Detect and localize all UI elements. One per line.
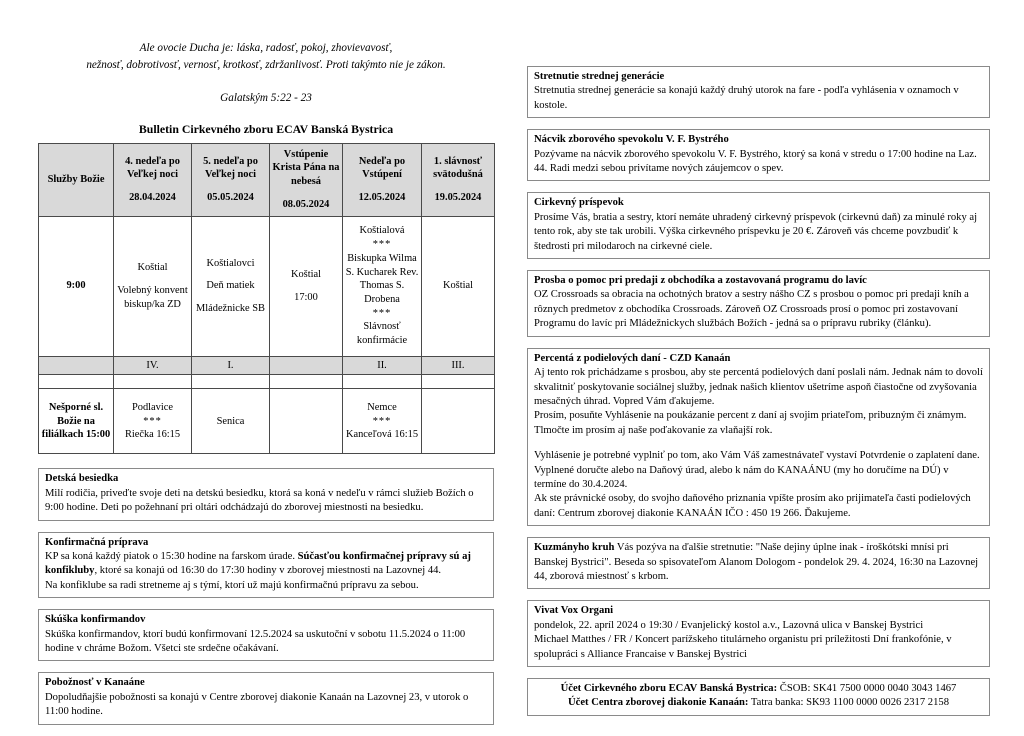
cell-blank-1 — [114, 375, 192, 389]
box-body: Stretnutia strednej generácie sa konajú každý druhý utorok na fare - podľa vyhlásenia v oznamoch v kostole. — [534, 85, 959, 111]
box-body: Prosíme Vás, bratia a sestry, ktorí nemáte uhradený cirkevný príspevok (cirkevnú daň) za minulé roky aj tento rok, aby ste tak urobili. Výška cirkevného príspevku je 20 €. Zároveň vás chceme povzbudiť k štedrosti pri milodaroch na cirkevné ciele. — [534, 211, 978, 252]
header-cell-week-2: 5. nedeľa po Veľkej noci 05.05.2024 — [192, 143, 270, 216]
box-body: Dopoludňajšie pobožnosti sa konajú v Centre zborovej diakonie Kanaán na Lazovnej 23, v utorok o 11:00 hodine. — [45, 691, 469, 718]
box-title: Detská besiedka — [45, 473, 119, 485]
box-title: Cirkevný príspevok — [534, 197, 624, 209]
cell-blank-0 — [39, 375, 114, 389]
cell-blank-3 — [270, 375, 343, 389]
bank-label-cz: Účet Cirkevného zboru ECAV Banská Bystrica: — [560, 683, 778, 694]
box-title: Pobožnosť v Kanaáne — [45, 677, 145, 689]
announcement-box-cirkevny-prispevok — [527, 192, 990, 259]
service-schedule-table — [38, 143, 495, 455]
box-title: Skúška konfirmandov — [45, 614, 146, 626]
box-title: Vivat Vox Organi — [534, 605, 614, 617]
cell-numeral-5: III. — [422, 356, 495, 375]
cell-morning-week-1: Koštial Volebný konvent biskup/ka ZD — [114, 216, 192, 356]
cell-morning-week-5: Koštial — [422, 216, 495, 356]
konfi-bold: Súčasťou konfirmačnej prípravy sú aj konfikluby — [45, 551, 471, 577]
cell-numeral-3 — [270, 356, 343, 375]
cell-evening-week-5 — [422, 389, 495, 454]
box-title: Percentá z podielových daní - CZD Kanaán — [534, 352, 731, 364]
bank-value-kanaan: Tatra banka: SK93 1100 0000 0026 2317 2158 — [748, 697, 949, 709]
konfi-pre: KP sa koná každý piatok o 15:30 hodine na farskom úrade. — [45, 551, 298, 563]
scripture-reference: Galatským 5:22 - 23 — [220, 91, 312, 104]
cell-blank-5 — [422, 375, 495, 389]
box-body — [534, 541, 983, 584]
box-body-paragraph-2: Prosím, posuňte Vyhlásenie na poukázanie percent z daní aj svojim priateľom, pribuzným či známym. Tlmočte im prosím aj naše poďakovanie za vlaňajší rok. — [534, 410, 967, 436]
cell-evening-week-4: Nemce *** Kanceľová 16:15 — [343, 389, 422, 454]
box-body-paragraph-1: Aj tento rok prichádzame s prosbou, aby ste percentá podielových daní poslali nám. Jednak nám to dovolí skvalitniť poskytovanie sociálnej služby, jednak našich klientov ušetríme aspoň čiastočne od zvyšovania mesačných úhrad. Vopred Vám ďakujeme. — [534, 367, 983, 407]
cell-blank-2 — [192, 375, 270, 389]
announcement-box-percenta-z-podielovych-dani — [527, 348, 990, 526]
cell-numeral-0 — [39, 356, 114, 375]
bank-value-cz: ČSOB: SK41 7500 0000 0040 3043 1467 — [777, 683, 957, 694]
box-title: Stretnutie strednej generácie — [534, 71, 665, 82]
table-row-evening-service — [39, 389, 495, 454]
cell-numeral-4: II. — [343, 356, 422, 375]
announcement-box-detska-besiedka — [38, 468, 494, 520]
box-body-line-1: pondelok, 22. apríl 2024 o 19:30 / Evanjelický kostol a.v., Lazovná ulica v Banskej Bystrici — [534, 619, 924, 631]
box-title: Konfirmačná príprava — [45, 536, 149, 548]
box-body-line-2: Michael Matthes / FR / Koncert parížskeho titulárneho organistu pri príležitosti Dní frankofónie, v spolupráci s Alliance Francaise v Banskej Bystrici — [534, 634, 952, 660]
header-cell-week-1: 4. nedeľa po Veľkej noci 28.04.2024 — [114, 143, 192, 216]
bank-account-line-1 — [534, 682, 983, 696]
box-body: Milí rodičia, priveďte svoje deti na detskú besiedku, ktorá sa koná v nedeľu v rámci služieb Božích o 9:00 hodine. Deti po požehnaní pri oltári odchádzajú do zborovej miestnosti na besiedku. — [45, 487, 474, 514]
announcement-box-konfirmacna-priprava — [38, 532, 494, 599]
scripture-line-2: nežnosť, dobrotivosť, vernosť, krotkosť, zdržanlivosť. Proti takýmto nie je zákon. — [86, 59, 446, 72]
cell-evening-week-1: Podlavice *** Riečka 16:15 — [114, 389, 192, 454]
cell-numeral-1: IV. — [114, 356, 192, 375]
cell-morning-time: 9:00 — [39, 216, 114, 356]
announcement-box-nacvik-spevokolu — [527, 129, 990, 181]
konfi-post: , ktoré sa konajú od 16:30 do 17:30 hodiny v zborovej miestnosti na Lazovnej 44. — [94, 565, 442, 577]
cell-numeral-2: I. — [192, 356, 270, 375]
box-body-paragraph-3: Vyhlásenie je potrebné vyplniť po tom, ako Vám Váš zamestnávateľ vystaví Potvrdenie o zaplatení dane. Vyplnené doručte alebo na Daňový úrad, alebo k nám do KANAÁNU (my ho doručíme na DÚ) v termíne do 30.4.2024. — [534, 450, 980, 490]
announcement-box-stretnutie-strednej-generacie — [527, 66, 990, 118]
kuzmanyho-lead: Kuzmányho kruh — [534, 542, 615, 554]
bank-label-kanaan: Účet Centra zborovej diakonie Kanaán: — [567, 697, 749, 709]
header-cell-services: Služby Božie — [39, 143, 114, 216]
box-body-part-1 — [45, 550, 487, 579]
box-body-part-2: Na konfiklube sa radi stretneme aj s týmí, ktorí už majú konfirmačnú prípravu za sebou. — [45, 579, 419, 591]
cell-morning-week-2: Koštialovci Deň matiek Mládežnicke SB — [192, 216, 270, 356]
right-column — [527, 66, 990, 727]
cell-evening-label: Nešporné sl. Božie na filiálkach 15:00 — [39, 389, 114, 454]
scripture-quote — [38, 40, 494, 75]
header-cell-week-5: 1. slávnosť svätodušná 19.05.2024 — [422, 143, 495, 216]
announcement-box-vivat-vox-organi — [527, 600, 990, 667]
announcement-box-kuzmanyho-kruh — [527, 537, 990, 589]
table-row-morning-service — [39, 216, 495, 356]
bank-account-line-2 — [534, 696, 983, 710]
cell-morning-week-3: Koštial 17:00 — [270, 216, 343, 356]
box-body: Pozývame na nácvik zborového spevokolu V. F. Bystrého, ktorý sa koná v stredu o 17:00 hodine na Laz. 44. Radi medzi sebou privítame nových záujemcov o spev. — [534, 148, 977, 175]
scripture-line-1: Ale ovocie Ducha je: láska, radosť, pokoj, zhovievavosť, — [139, 42, 393, 54]
announcement-box-prosba-o-pomoc — [527, 270, 990, 337]
box-body: Skúška konfirmandov, ktorí budú konfirmovaní 12.5.2024 sa uskutoční v sobotu 11.5.2024 o 11:00 hodine v chráme Božom. Všetci ste srdečne očakávaní. — [45, 628, 466, 655]
header-cell-week-4: Nedeľa po Vstúpení 12.05.2024 — [343, 143, 422, 216]
box-title: Prosba o pomoc pri predaji z obchodíka a zostavovaná programu do lavíc — [534, 275, 867, 287]
box-body-paragraph-4: Ak ste právnické osoby, do svojho daňového priznania vpíšte prosím ako prijimateľa časti podielových daní: Centrum zborovej diakonie KANAÁN IČO : 450 19 266. Ďakujeme. — [534, 493, 971, 519]
kuzmanyho-text: Vás pozýva na ďalšie stretnutie: "Naše dejiny úplne inak - íroškótski mnísi pri Banskej Bystrici". Beseda so spisovateľom Alanom Dologom - pondelok 29. 4. 2024, 16:30 na Lazovnej 44, zborová miestnosť s krbom. — [534, 542, 979, 582]
header-cell-week-3: Vstúpenie Krista Pána na nebesá 08.05.2024 — [270, 143, 343, 216]
page-title: Bulletin Cirkevného zboru ECAV Banská Bystrica — [138, 121, 394, 136]
cell-evening-week-3 — [270, 389, 343, 454]
box-title: Nácvik zborového spevokolu V. F. Bystrého — [534, 134, 729, 146]
table-row-blank — [39, 375, 495, 389]
cell-blank-4 — [343, 375, 422, 389]
table-row-numerals — [39, 356, 495, 375]
bank-accounts-box — [527, 678, 990, 716]
table-header-row — [39, 143, 495, 216]
box-body: OZ Crossroads sa obracia na ochotných bratov a sestry nášho CZ s prosbou o pomoc pri predaji kníh a rôznych predmetov z obchodíka Crossroads. Zároveň OZ Crossroads prosí o pomoc pri zostavovaní Programu do lavíc pri Mládežnickych službách Božích - jedná sa o prípravu rubriky (článku). — [534, 289, 969, 330]
cell-evening-week-2: Senica — [192, 389, 270, 454]
announcement-box-pobožnost-v-kanaane — [38, 672, 494, 724]
cell-morning-week-4: Koštialová *** Biskupka Wilma S. Kucharek Rev. Thomas S. Drobena *** Slávnosť konfirmácie — [343, 216, 422, 356]
left-column — [38, 40, 494, 736]
announcement-box-skuska-konfirmandov — [38, 609, 494, 661]
